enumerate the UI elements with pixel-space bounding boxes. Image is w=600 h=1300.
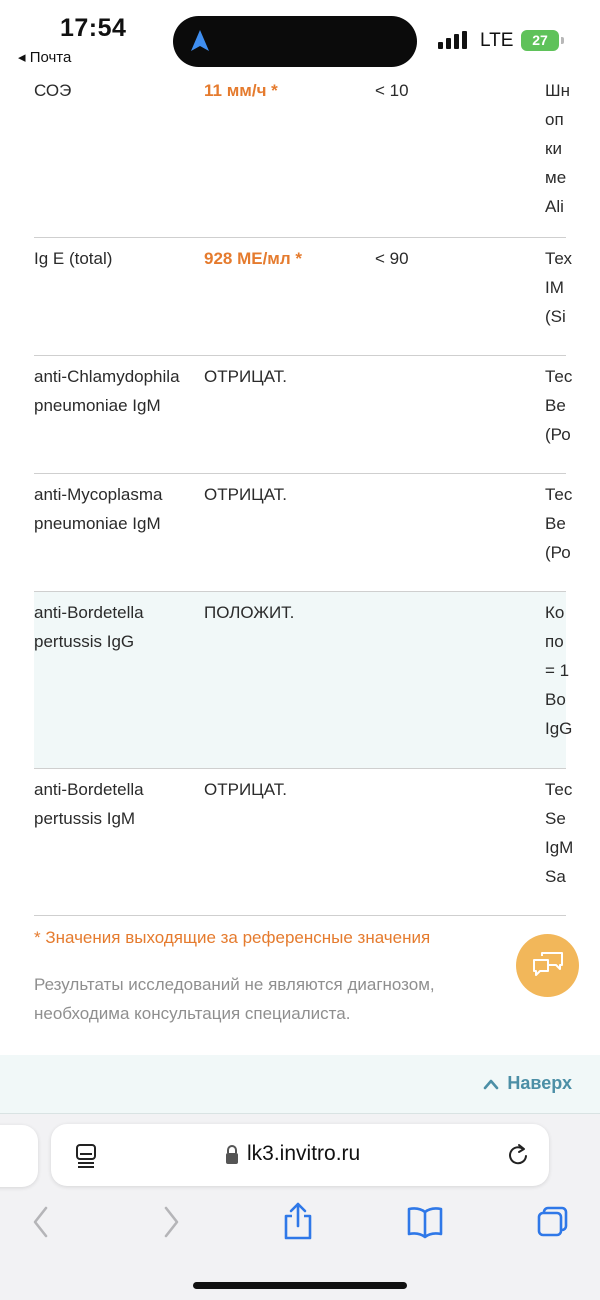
method-line: Тес (545, 485, 573, 504)
method-line: Sa (545, 867, 566, 886)
method-line: IM (545, 278, 564, 297)
test-name: anti-Chlamydophila pneumoniae IgM (34, 367, 180, 415)
method-line: Ве (545, 514, 566, 533)
reader-icon[interactable] (75, 1143, 97, 1169)
test-name: anti-Bordetella pertussis IgM (34, 780, 144, 828)
tabs-icon[interactable] (536, 1200, 570, 1244)
method-line: оп (545, 110, 564, 129)
disclaimer-text: Результаты исследований не являются диагнозом, необходима консультация специалиста. (34, 975, 435, 1023)
signal-icon (438, 31, 468, 49)
dynamic-island (173, 16, 417, 67)
method-line: Ве (545, 396, 566, 415)
result-row (34, 70, 570, 238)
test-name: Ig E (total) (34, 249, 113, 268)
test-value: 928 МЕ/мл * (204, 249, 303, 268)
test-value: ОТРИЦАТ. (204, 780, 287, 799)
network-type: LTE (480, 30, 514, 51)
scroll-to-top-label: Наверх (507, 1073, 572, 1093)
method-line: Тес (545, 780, 573, 799)
method-line: Во (545, 690, 566, 709)
method-text (545, 362, 573, 449)
test-value: 11 мм/ч * (204, 81, 278, 100)
status-bar (0, 0, 600, 80)
method-line: IgG (545, 719, 573, 738)
test-name: anti-Mycoplasma pneumoniae IgM (34, 485, 163, 533)
result-row (34, 238, 573, 356)
method-text (545, 480, 573, 567)
result-row (34, 356, 573, 474)
method-line: Тес (545, 367, 573, 386)
method-line: ме (545, 168, 567, 187)
test-name: СОЭ (34, 81, 72, 100)
location-arrow-icon (189, 29, 211, 53)
home-indicator (193, 1282, 407, 1289)
result-row (34, 592, 573, 769)
test-value: ОТРИЦАТ. (204, 485, 287, 504)
chat-icon (532, 951, 564, 981)
test-value: ОТРИЦАТ. (204, 367, 287, 386)
address-bar[interactable] (51, 1124, 549, 1186)
url-text: lk3.invitro.ru (247, 1142, 361, 1165)
method-line: Se (545, 809, 566, 828)
reference-range: < 90 (375, 249, 409, 268)
test-name: anti-Bordetella pertussis IgG (34, 603, 144, 651)
method-line: = 1 (545, 661, 570, 680)
reload-icon[interactable] (507, 1142, 531, 1168)
method-line: (Si (545, 307, 566, 326)
method-line: Ко (545, 603, 565, 622)
battery-tip (561, 37, 564, 44)
abnormal-footnote: * Значения выходящие за референсные значения (34, 928, 431, 947)
forward-icon[interactable] (160, 1200, 182, 1244)
scroll-to-top-link[interactable] (483, 1073, 572, 1094)
method-text (545, 76, 570, 221)
method-line: по (545, 632, 564, 651)
method-line: Тех (545, 249, 573, 268)
chat-button[interactable] (516, 934, 579, 997)
result-row (34, 474, 573, 592)
test-value: ПОЛОЖИТ. (204, 603, 295, 622)
scroll-top-bar (0, 1055, 600, 1114)
results-table (34, 70, 574, 916)
share-icon[interactable] (282, 1200, 314, 1244)
chevron-up-icon (483, 1078, 499, 1090)
back-icon[interactable] (30, 1200, 52, 1244)
status-time: 17:54 (60, 14, 127, 42)
method-line: Шн (545, 81, 570, 100)
method-line: (Ро (545, 543, 571, 562)
method-line: Ali (545, 197, 564, 216)
battery-indicator: 27 (521, 30, 559, 51)
method-line: IgM (545, 838, 574, 857)
lock-icon (225, 1145, 239, 1165)
previous-tab-preview[interactable] (0, 1125, 38, 1187)
method-text (545, 775, 574, 891)
back-to-mail-link[interactable]: ◂ Почта (18, 49, 72, 66)
reference-range: < 10 (375, 81, 409, 100)
result-row (34, 769, 574, 916)
method-text (545, 244, 573, 331)
method-line: ки (545, 139, 562, 158)
method-line: (Ро (545, 425, 571, 444)
bookmarks-icon[interactable] (406, 1200, 444, 1244)
method-text (545, 598, 573, 743)
